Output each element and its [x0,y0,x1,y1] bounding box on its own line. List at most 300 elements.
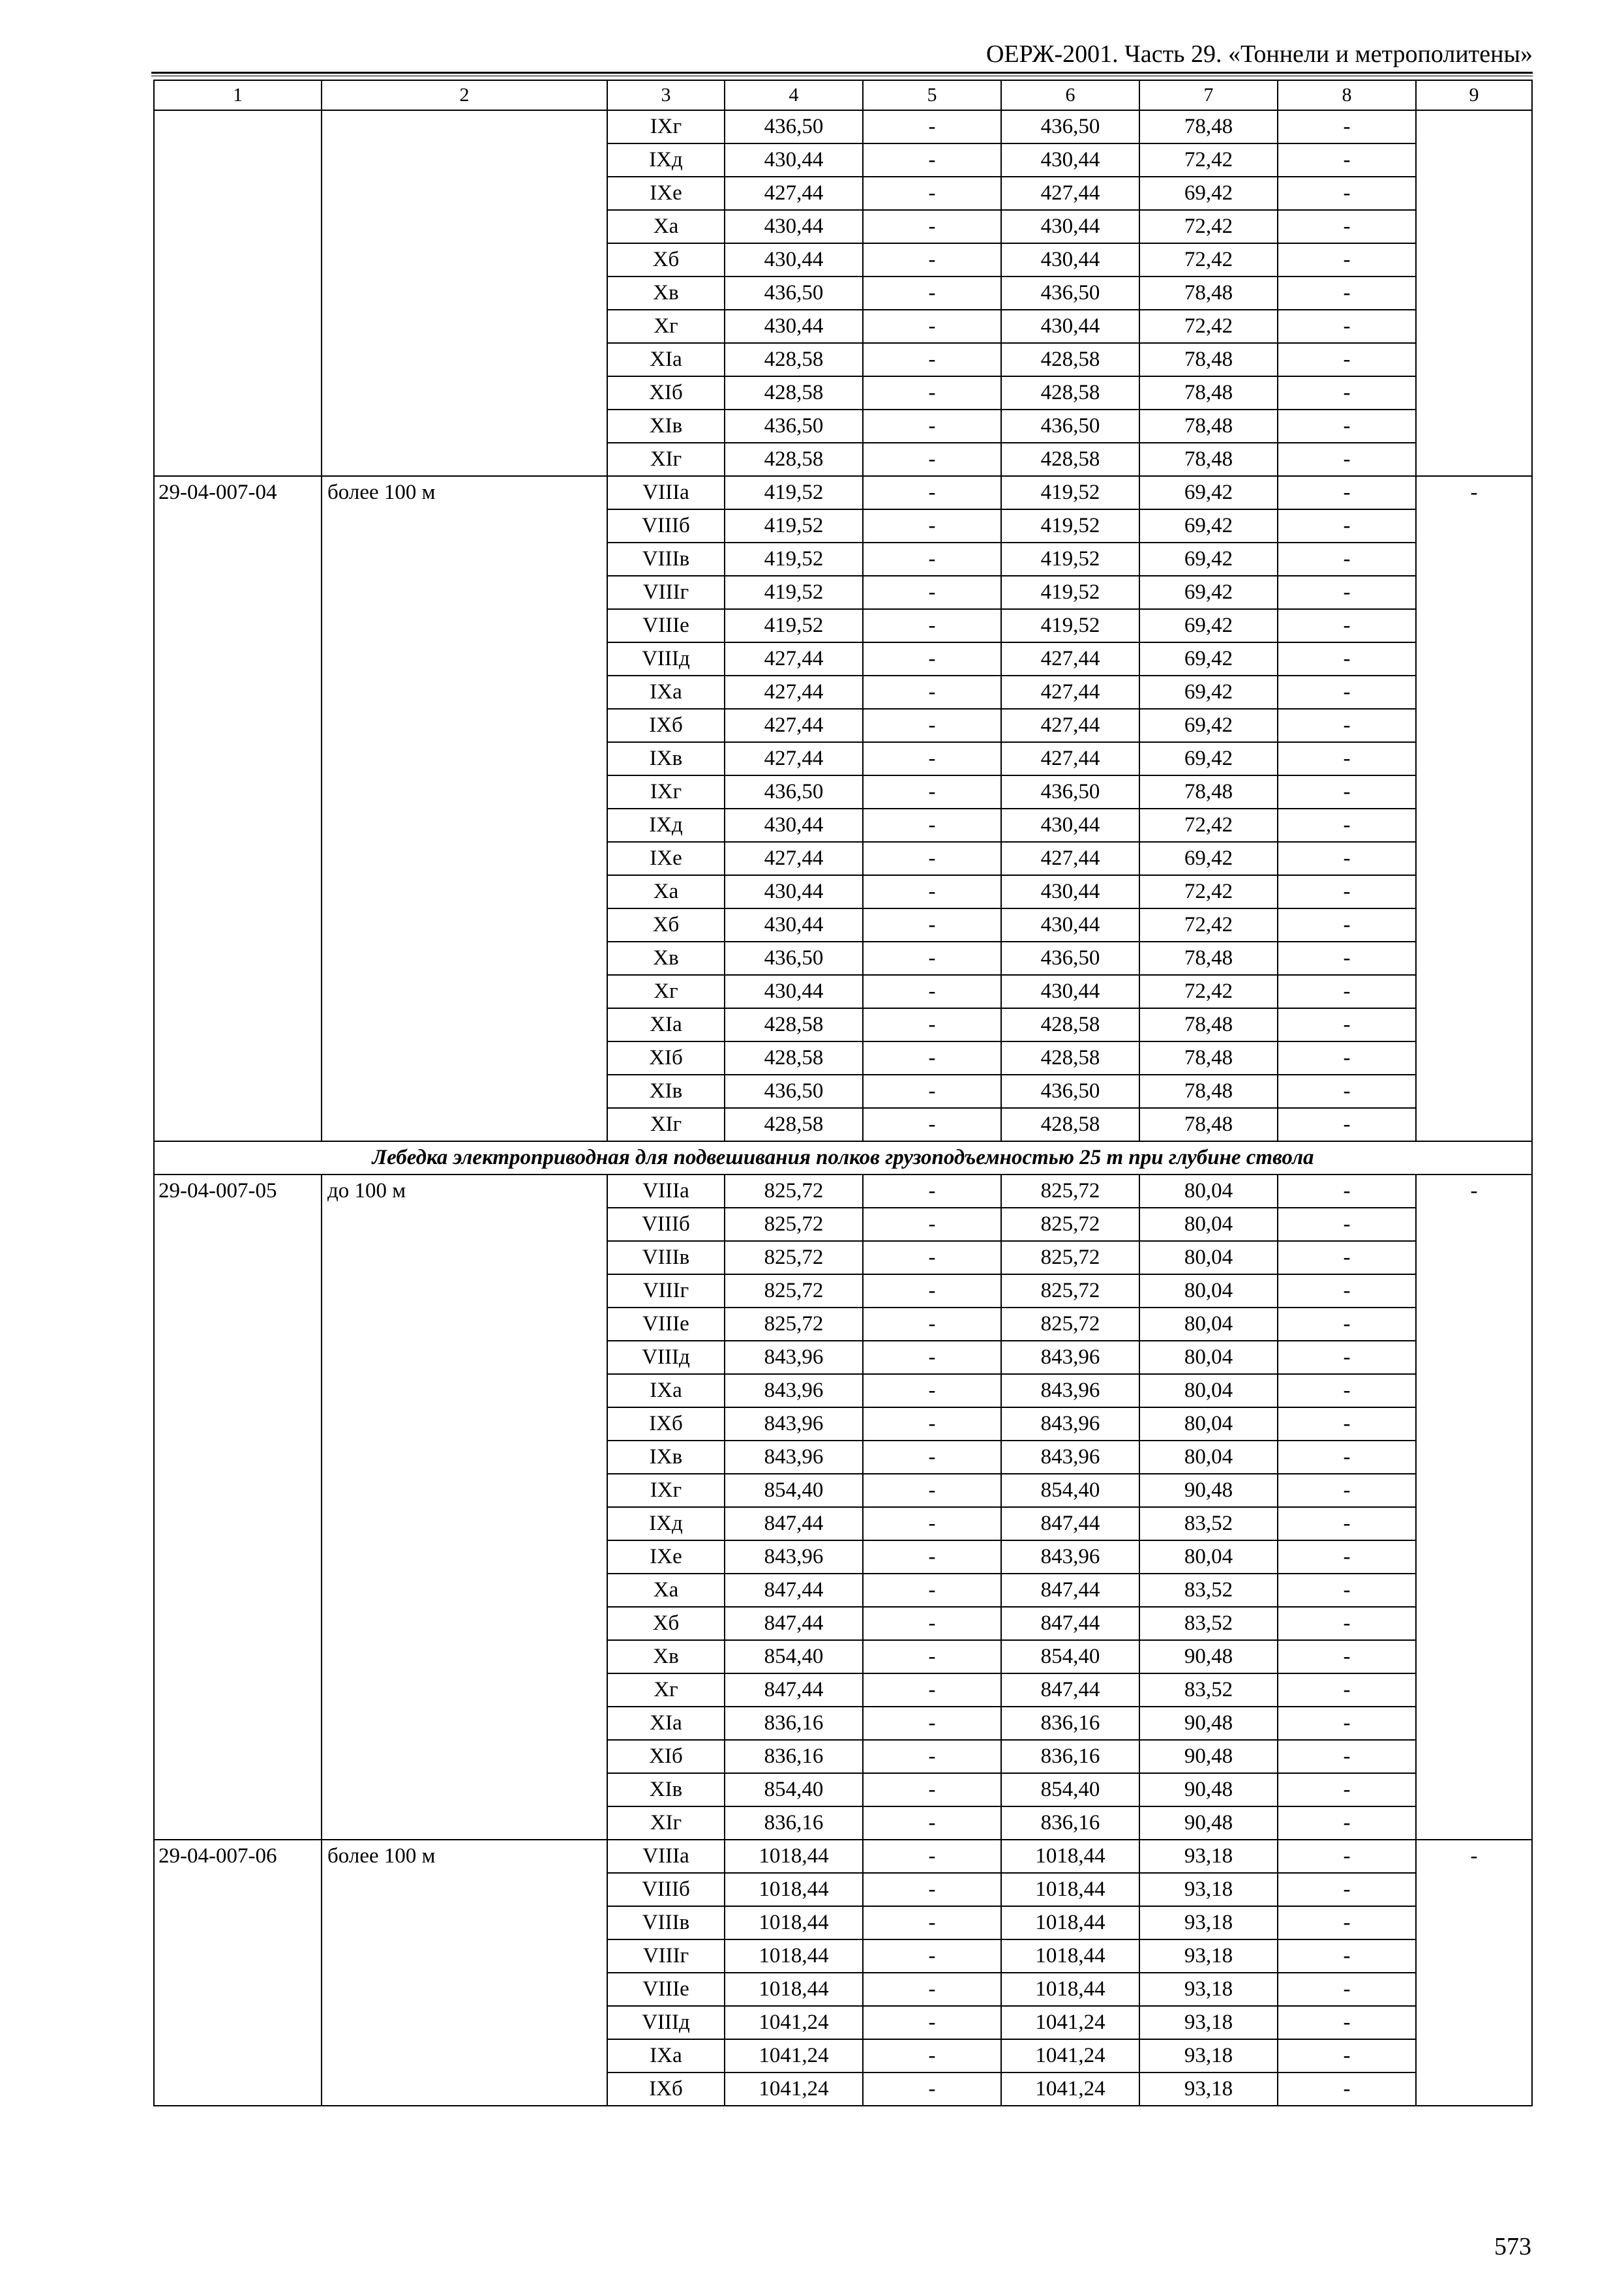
materials-cell: - [1278,642,1416,676]
machine-cost-cell: 419,52 [1001,609,1139,642]
materials-cell: - [1278,1740,1416,1773]
machine-cost-cell: 419,52 [1001,509,1139,543]
machine-cost-cell: 430,44 [1001,210,1139,243]
wages-cell: - [863,642,1001,676]
wages-cell: - [863,1241,1001,1274]
total-cost-cell: 1018,44 [725,1973,863,2006]
machine-cost-cell: 854,40 [1001,1640,1139,1673]
operator-wages-cell: 69,42 [1139,642,1278,676]
total-cost-cell: 843,96 [725,1407,863,1441]
zone-cell: IXд [607,809,725,842]
zone-cell: IXе [607,1540,725,1574]
labor-cost-cell: - [1416,476,1532,1141]
zone-cell: XIб [607,1740,725,1773]
materials-cell: - [1278,1773,1416,1806]
operator-wages-cell: 93,18 [1139,1873,1278,1906]
machine-cost-cell: 436,50 [1001,775,1139,809]
operator-wages-cell: 78,48 [1139,1008,1278,1041]
operator-wages-cell: 83,52 [1139,1507,1278,1540]
wages-cell: - [863,277,1001,310]
machine-cost-cell: 427,44 [1001,177,1139,210]
zone-cell: XIа [607,1008,725,1041]
zone-cell: VIIIд [607,642,725,676]
machine-cost-cell: 430,44 [1001,243,1139,277]
operator-wages-cell: 78,48 [1139,775,1278,809]
machine-cost-cell: 843,96 [1001,1374,1139,1407]
operator-wages-cell: 80,04 [1139,1407,1278,1441]
column-number: 3 [607,80,725,110]
total-cost-cell: 836,16 [725,1740,863,1773]
operator-wages-cell: 69,42 [1139,543,1278,576]
machine-cost-cell: 847,44 [1001,1574,1139,1607]
materials-cell: - [1278,1474,1416,1507]
table-row [154,476,1532,509]
wages-cell: - [863,1308,1001,1341]
zone-cell: VIIIб [607,1208,725,1241]
total-cost-cell: 1018,44 [725,1840,863,1873]
wages-cell: - [863,775,1001,809]
wages-cell: - [863,942,1001,975]
wages-cell: - [863,676,1001,709]
operator-wages-cell: 93,18 [1139,1939,1278,1973]
machine-cost-cell: 1041,24 [1001,2039,1139,2072]
materials-cell: - [1278,1008,1416,1041]
machine-cost-cell: 428,58 [1001,443,1139,476]
zone-cell: Xв [607,942,725,975]
machine-cost-cell: 825,72 [1001,1174,1139,1208]
zone-cell: VIIIа [607,476,725,509]
materials-cell: - [1278,476,1416,509]
zone-cell: VIIIв [607,1906,725,1939]
zone-cell: IXе [607,842,725,875]
section-heading: Лебедка электроприводная для подвешивания полков грузоподъемностью 25 т при глубине ствола [154,1141,1532,1174]
total-cost-cell: 825,72 [725,1274,863,1308]
operator-wages-cell: 80,04 [1139,1374,1278,1407]
operator-wages-cell: 80,04 [1139,1308,1278,1341]
wages-cell: - [863,2039,1001,2072]
zone-cell: VIIIб [607,1873,725,1906]
rate-description: более 100 м [322,1840,607,2106]
machine-cost-cell: 430,44 [1001,975,1139,1008]
wages-cell: - [863,1507,1001,1540]
total-cost-cell: 430,44 [725,908,863,942]
wages-cell: - [863,1673,1001,1707]
wages-cell: - [863,1973,1001,2006]
materials-cell: - [1278,1308,1416,1341]
operator-wages-cell: 69,42 [1139,709,1278,742]
wages-cell: - [863,1008,1001,1041]
page-header: ОЕРЖ-2001. Часть 29. «Тоннели и метрополитены» [985,40,1533,68]
column-number: 6 [1001,80,1139,110]
zone-cell: VIIIе [607,1973,725,2006]
machine-cost-cell: 427,44 [1001,742,1139,775]
materials-cell: - [1278,1407,1416,1441]
machine-cost-cell: 836,16 [1001,1740,1139,1773]
total-cost-cell: 419,52 [725,576,863,609]
materials-cell: - [1278,842,1416,875]
zone-cell: XIа [607,343,725,376]
wages-cell: - [863,376,1001,410]
zone-cell: IXв [607,1441,725,1474]
machine-cost-cell: 436,50 [1001,1075,1139,1108]
zone-cell: IXб [607,1407,725,1441]
zone-cell: IXд [607,143,725,177]
total-cost-cell: 430,44 [725,243,863,277]
machine-cost-cell: 843,96 [1001,1540,1139,1574]
operator-wages-cell: 90,48 [1139,1773,1278,1806]
total-cost-cell: 436,50 [725,110,863,143]
total-cost-cell: 847,44 [725,1607,863,1640]
wages-cell: - [863,1939,1001,1973]
total-cost-cell: 843,96 [725,1540,863,1574]
total-cost-cell: 836,16 [725,1806,863,1840]
materials-cell: - [1278,775,1416,809]
rate-code [154,110,322,476]
column-number: 2 [322,80,607,110]
zone-cell: Xа [607,875,725,908]
zone-cell: IXг [607,110,725,143]
section-heading-row [154,1141,1532,1174]
total-cost-cell: 854,40 [725,1773,863,1806]
wages-cell: - [863,1707,1001,1740]
rate-code: 29-04-007-06 [154,1840,322,2106]
machine-cost-cell: 430,44 [1001,143,1139,177]
materials-cell: - [1278,210,1416,243]
total-cost-cell: 825,72 [725,1208,863,1241]
total-cost-cell: 419,52 [725,543,863,576]
operator-wages-cell: 72,42 [1139,243,1278,277]
materials-cell: - [1278,277,1416,310]
operator-wages-cell: 93,18 [1139,1906,1278,1939]
machine-cost-cell: 428,58 [1001,1108,1139,1141]
total-cost-cell: 430,44 [725,210,863,243]
wages-cell: - [863,177,1001,210]
wages-cell: - [863,1740,1001,1773]
labor-cost-cell: - [1416,1174,1532,1840]
machine-cost-cell: 825,72 [1001,1241,1139,1274]
machine-cost-cell: 1041,24 [1001,2006,1139,2039]
operator-wages-cell: 83,52 [1139,1574,1278,1607]
materials-cell: - [1278,1374,1416,1407]
zone-cell: Xб [607,1607,725,1640]
materials-cell: - [1278,110,1416,143]
machine-cost-cell: 427,44 [1001,642,1139,676]
wages-cell: - [863,1407,1001,1441]
total-cost-cell: 825,72 [725,1308,863,1341]
machine-cost-cell: 847,44 [1001,1507,1139,1540]
operator-wages-cell: 78,48 [1139,443,1278,476]
zone-cell: IXа [607,676,725,709]
machine-cost-cell: 419,52 [1001,476,1139,509]
operator-wages-cell: 93,18 [1139,1840,1278,1873]
total-cost-cell: 847,44 [725,1673,863,1707]
total-cost-cell: 430,44 [725,310,863,343]
materials-cell: - [1278,1108,1416,1141]
materials-cell: - [1278,1274,1416,1308]
operator-wages-cell: 90,48 [1139,1640,1278,1673]
zone-cell: XIв [607,1773,725,1806]
zone-cell: VIIIа [607,1840,725,1873]
machine-cost-cell: 436,50 [1001,410,1139,443]
operator-wages-cell: 90,48 [1139,1806,1278,1840]
rate-description [322,110,607,476]
column-number: 9 [1416,80,1532,110]
total-cost-cell: 847,44 [725,1574,863,1607]
materials-cell: - [1278,1574,1416,1607]
total-cost-cell: 419,52 [725,476,863,509]
zone-cell: Xа [607,210,725,243]
total-cost-cell: 427,44 [725,742,863,775]
machine-cost-cell: 428,58 [1001,343,1139,376]
wages-cell: - [863,908,1001,942]
column-number: 1 [154,80,322,110]
column-number: 5 [863,80,1001,110]
operator-wages-cell: 69,42 [1139,177,1278,210]
wages-cell: - [863,742,1001,775]
labor-cost-cell [1416,110,1532,476]
zone-cell: VIIIд [607,2006,725,2039]
header-rule-thick [151,72,1533,74]
wages-cell: - [863,210,1001,243]
materials-cell: - [1278,543,1416,576]
rate-code: 29-04-007-04 [154,476,322,1141]
zone-cell: XIб [607,376,725,410]
operator-wages-cell: 72,42 [1139,143,1278,177]
materials-cell: - [1278,1341,1416,1374]
machine-cost-cell: 436,50 [1001,942,1139,975]
wages-cell: - [863,875,1001,908]
machine-cost-cell: 847,44 [1001,1607,1139,1640]
wages-cell: - [863,343,1001,376]
column-number: 7 [1139,80,1278,110]
zone-cell: XIв [607,1075,725,1108]
machine-cost-cell: 436,50 [1001,110,1139,143]
total-cost-cell: 1041,24 [725,2006,863,2039]
operator-wages-cell: 80,04 [1139,1241,1278,1274]
machine-cost-cell: 430,44 [1001,875,1139,908]
operator-wages-cell: 80,04 [1139,1208,1278,1241]
wages-cell: - [863,609,1001,642]
zone-cell: XIб [607,1041,725,1075]
operator-wages-cell: 78,48 [1139,1075,1278,1108]
zone-cell: IXб [607,2072,725,2106]
materials-cell: - [1278,1607,1416,1640]
machine-cost-cell: 428,58 [1001,1041,1139,1075]
operator-wages-cell: 93,18 [1139,2072,1278,2106]
zone-cell: VIIIа [607,1174,725,1208]
materials-cell: - [1278,1806,1416,1840]
total-cost-cell: 1018,44 [725,1906,863,1939]
wages-cell: - [863,1906,1001,1939]
wages-cell: - [863,543,1001,576]
wages-cell: - [863,1208,1001,1241]
wages-cell: - [863,1174,1001,1208]
machine-cost-cell: 427,44 [1001,676,1139,709]
machine-cost-cell: 436,50 [1001,277,1139,310]
total-cost-cell: 430,44 [725,875,863,908]
total-cost-cell: 436,50 [725,942,863,975]
materials-cell: - [1278,2072,1416,2106]
materials-cell: - [1278,1673,1416,1707]
total-cost-cell: 843,96 [725,1341,863,1374]
operator-wages-cell: 93,18 [1139,2006,1278,2039]
operator-wages-cell: 78,48 [1139,343,1278,376]
wages-cell: - [863,1873,1001,1906]
table-row [154,1840,1532,1873]
operator-wages-cell: 80,04 [1139,1274,1278,1308]
wages-cell: - [863,509,1001,543]
operator-wages-cell: 93,18 [1139,2039,1278,2072]
machine-cost-cell: 843,96 [1001,1341,1139,1374]
materials-cell: - [1278,709,1416,742]
zone-cell: XIг [607,1108,725,1141]
materials-cell: - [1278,1707,1416,1740]
operator-wages-cell: 80,04 [1139,1540,1278,1574]
total-cost-cell: 436,50 [725,410,863,443]
wages-cell: - [863,2072,1001,2106]
wages-cell: - [863,143,1001,177]
machine-cost-cell: 843,96 [1001,1407,1139,1441]
total-cost-cell: 436,50 [725,277,863,310]
materials-cell: - [1278,2006,1416,2039]
materials-cell: - [1278,576,1416,609]
zone-cell: Xв [607,1640,725,1673]
total-cost-cell: 1018,44 [725,1873,863,1906]
machine-cost-cell: 430,44 [1001,908,1139,942]
materials-cell: - [1278,177,1416,210]
operator-wages-cell: 83,52 [1139,1673,1278,1707]
zone-cell: VIIIг [607,1939,725,1973]
wages-cell: - [863,1474,1001,1507]
total-cost-cell: 836,16 [725,1707,863,1740]
operator-wages-cell: 83,52 [1139,1607,1278,1640]
zone-cell: VIIIв [607,1241,725,1274]
total-cost-cell: 419,52 [725,609,863,642]
operator-wages-cell: 72,42 [1139,975,1278,1008]
operator-wages-cell: 78,48 [1139,410,1278,443]
operator-wages-cell: 69,42 [1139,842,1278,875]
wages-cell: - [863,1574,1001,1607]
wages-cell: - [863,1341,1001,1374]
zone-cell: IXв [607,742,725,775]
materials-cell: - [1278,1075,1416,1108]
materials-cell: - [1278,410,1416,443]
operator-wages-cell: 90,48 [1139,1707,1278,1740]
wages-cell: - [863,1607,1001,1640]
zone-cell: IXа [607,2039,725,2072]
zone-cell: IXд [607,1507,725,1540]
machine-cost-cell: 430,44 [1001,310,1139,343]
wages-cell: - [863,2006,1001,2039]
zone-cell: VIIIе [607,609,725,642]
wages-cell: - [863,1840,1001,1873]
wages-cell: - [863,110,1001,143]
wages-cell: - [863,1441,1001,1474]
machine-cost-cell: 847,44 [1001,1673,1139,1707]
operator-wages-cell: 80,04 [1139,1174,1278,1208]
zone-cell: Xг [607,310,725,343]
operator-wages-cell: 93,18 [1139,1973,1278,2006]
zone-cell: VIIIб [607,509,725,543]
operator-wages-cell: 80,04 [1139,1441,1278,1474]
operator-wages-cell: 72,42 [1139,310,1278,343]
total-cost-cell: 825,72 [725,1241,863,1274]
operator-wages-cell: 69,42 [1139,576,1278,609]
materials-cell: - [1278,676,1416,709]
wages-cell: - [863,476,1001,509]
materials-cell: - [1278,1208,1416,1241]
operator-wages-cell: 69,42 [1139,742,1278,775]
wages-cell: - [863,1374,1001,1407]
materials-cell: - [1278,1540,1416,1574]
zone-cell: VIIIв [607,543,725,576]
materials-cell: - [1278,1507,1416,1540]
materials-cell: - [1278,509,1416,543]
materials-cell: - [1278,975,1416,1008]
wages-cell: - [863,842,1001,875]
labor-cost-cell: - [1416,1840,1532,2106]
materials-cell: - [1278,443,1416,476]
machine-cost-cell: 1018,44 [1001,1873,1139,1906]
machine-cost-cell: 427,44 [1001,842,1139,875]
total-cost-cell: 843,96 [725,1441,863,1474]
wages-cell: - [863,576,1001,609]
total-cost-cell: 428,58 [725,1008,863,1041]
materials-cell: - [1278,1241,1416,1274]
machine-cost-cell: 419,52 [1001,543,1139,576]
column-number: 8 [1278,80,1416,110]
machine-cost-cell: 428,58 [1001,376,1139,410]
total-cost-cell: 428,58 [725,443,863,476]
wages-cell: - [863,975,1001,1008]
materials-cell: - [1278,343,1416,376]
total-cost-cell: 427,44 [725,842,863,875]
materials-cell: - [1278,1174,1416,1208]
zone-cell: VIIIг [607,1274,725,1308]
machine-cost-cell: 836,16 [1001,1806,1139,1840]
materials-cell: - [1278,1840,1416,1873]
operator-wages-cell: 78,48 [1139,110,1278,143]
machine-cost-cell: 836,16 [1001,1707,1139,1740]
operator-wages-cell: 72,42 [1139,210,1278,243]
operator-wages-cell: 69,42 [1139,509,1278,543]
materials-cell: - [1278,1973,1416,2006]
operator-wages-cell: 69,42 [1139,609,1278,642]
machine-cost-cell: 854,40 [1001,1474,1139,1507]
wages-cell: - [863,443,1001,476]
materials-cell: - [1278,1640,1416,1673]
operator-wages-cell: 78,48 [1139,942,1278,975]
materials-cell: - [1278,809,1416,842]
total-cost-cell: 419,52 [725,509,863,543]
wages-cell: - [863,243,1001,277]
total-cost-cell: 1041,24 [725,2072,863,2106]
zone-cell: Xг [607,975,725,1008]
total-cost-cell: 436,50 [725,1075,863,1108]
zone-cell: XIг [607,1806,725,1840]
rate-description: до 100 м [322,1174,607,1840]
materials-cell: - [1278,1906,1416,1939]
machine-cost-cell: 1018,44 [1001,1840,1139,1873]
operator-wages-cell: 78,48 [1139,376,1278,410]
column-number: 4 [725,80,863,110]
wages-cell: - [863,809,1001,842]
zone-cell: IXб [607,709,725,742]
wages-cell: - [863,1041,1001,1075]
materials-cell: - [1278,1939,1416,1973]
zone-cell: XIг [607,443,725,476]
total-cost-cell: 430,44 [725,809,863,842]
